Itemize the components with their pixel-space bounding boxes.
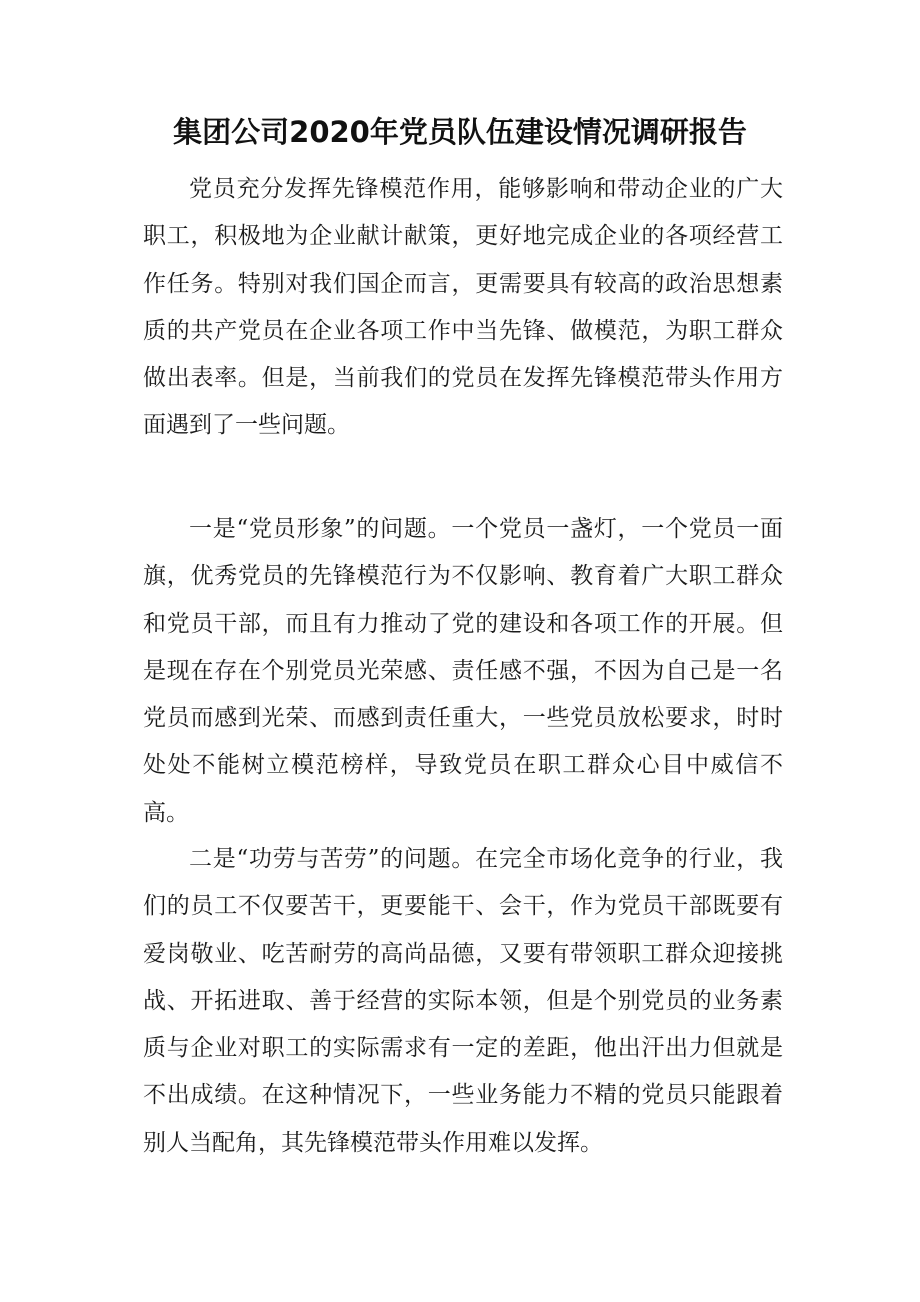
paragraph-party-image: 一是“党员形象”的问题。一个党员一盏灯，一个党员一面旗，优秀党员的先锋模范行为不仅影响、教育着广大职工群众和党员干部，而且有力推动了党的建设和各项工作的开展。但是现在存在个别党员光荣感、责任感不强，不因为自己是一名党员而感到光荣、而感到责任重大，一些党员放松要求，时时处处不能树立模范榜样，导致党员在职工群众心目中威信不高。 — [143, 516, 783, 826]
paragraph-intro: 党员充分发挥先锋模范作用，能够影响和带动企业的广大职工，积极地为企业献计献策，更好地完成企业的各项经营工作任务。特别对我们国企而言，更需要具有较高的政治思想素质的共产党员在企业各项工作中当先锋、做模范，为职工群众做出表率。但是，当前我们的党员在发挥先锋模范带头作用方面遇到了一些问题。 — [143, 176, 783, 439]
paragraph-merit-and-effort: 二是“功劳与苦劳”的问题。在完全市场化竞争的行业，我们的员工不仅要苦干，更要能干、会干，作为党员干部既要有爱岗敬业、吃苦耐劳的高尚品德，又要有带领职工群众迎接挑战、开拓进取、善于经营的实际本领，但是个别党员的业务素质与企业对职工的实际需求有一定的差距，他出汗出力但就是不出成绩。在这种情况下，一些业务能力不精的党员只能跟着别人当配角，其先锋模范带头作用难以发挥。 — [143, 846, 783, 1156]
document-title: 集团公司2020年党员队伍建设情况调研报告 — [173, 115, 747, 149]
